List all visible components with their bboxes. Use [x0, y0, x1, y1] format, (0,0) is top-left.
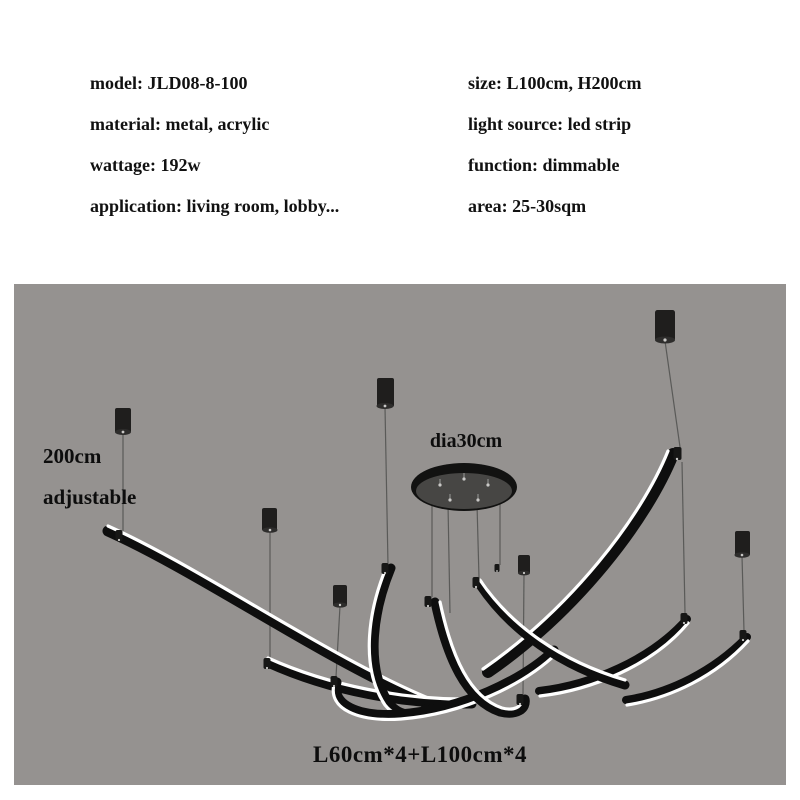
canopy-diameter-label: dia30cm: [429, 430, 503, 452]
ceiling-mount: [115, 408, 131, 435]
spec-material: material: metal, acrylic: [90, 114, 270, 134]
drop-height-label: [43, 436, 136, 518]
spec-application: application: living room, lobby...: [90, 196, 340, 216]
spec-light-source: light source: led strip: [468, 114, 632, 134]
arm-lengths-label: L60cm*4+L100cm*4: [313, 742, 528, 767]
spec-model: model: JLD08-8-100: [90, 73, 248, 93]
chandelier-illustration: [14, 284, 786, 785]
led-arm-left-long: [108, 526, 438, 707]
product-image: [14, 284, 786, 785]
ceiling-mount: [655, 310, 675, 344]
spec-function: function: dimmable: [468, 155, 620, 175]
drop-height-value: 200cm: [43, 444, 102, 468]
ceiling-mount: [518, 555, 530, 575]
spec-right-column: [468, 63, 641, 227]
spec-wattage: wattage: 192w: [90, 155, 201, 175]
ceiling-mount: [333, 585, 347, 608]
ceiling-mount: [262, 508, 278, 533]
led-arm-right-low: [626, 637, 748, 705]
spec-area: area: 25-30sqm: [468, 196, 587, 216]
spec-left-column: [90, 63, 339, 227]
ceiling-canopy: [411, 463, 517, 511]
suspension-wires: [123, 341, 744, 695]
drop-height-note: adjustable: [43, 485, 137, 509]
ceiling-mount: [735, 531, 751, 558]
spec-size: size: L100cm, H200cm: [468, 73, 642, 93]
ceiling-mount: [377, 378, 395, 409]
